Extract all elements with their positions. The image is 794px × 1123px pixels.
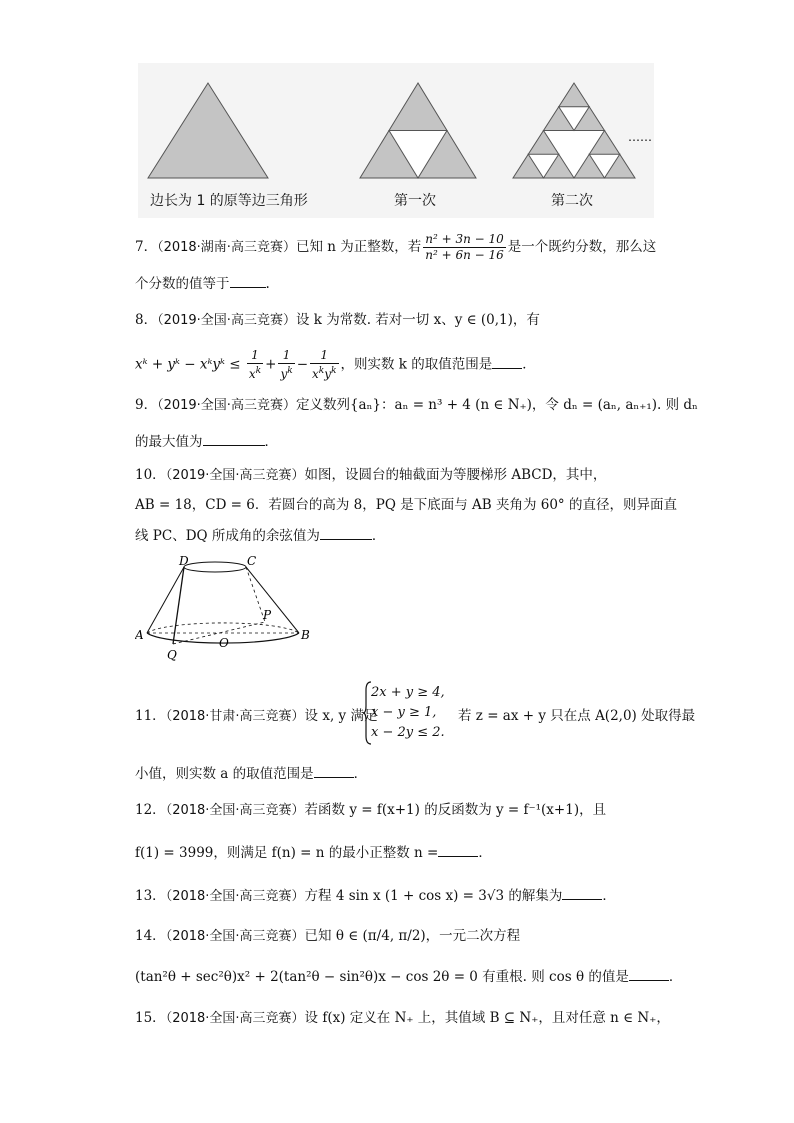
q9-number: 9． <box>135 397 158 413</box>
q7-fraction-numerator: n² + 3n − 10 <box>425 232 504 246</box>
q11-sys-2: x − y ≥ 1, <box>371 705 437 720</box>
segment-DQ <box>173 567 184 644</box>
q14-text-b: (tan²θ + sec²θ)x² + 2(tan²θ − sin²θ)x − cos 2θ = 0 有重根. 则 cos θ 的值是 <box>135 969 629 985</box>
label-A: A <box>135 628 144 642</box>
q12-period: ． <box>478 845 492 861</box>
frustum-side-left <box>147 567 184 633</box>
q10-source: （2019·全国·高三竞赛） <box>165 468 305 483</box>
q14-period: ． <box>668 969 683 985</box>
caption-second: 第二次 <box>551 193 593 209</box>
q11-sys-1: 2x + y ≥ 4, <box>371 685 445 700</box>
q13-period: ． <box>602 888 616 904</box>
q10-text-a: 如图，设圆台的轴截面为等腰梯形 ABCD，其中， <box>304 467 607 483</box>
question-11-line-2 <box>135 763 367 784</box>
label-D: D <box>179 555 189 568</box>
q15-source: （2018·全国·高三竞赛） <box>165 1011 305 1026</box>
frustum-figure <box>135 555 315 665</box>
frustum-bottom-back <box>147 623 299 633</box>
q12-source: （2018·全国·高三竞赛） <box>165 803 305 818</box>
q10-number: 10． <box>135 467 166 483</box>
question-11-line-1b <box>458 706 695 726</box>
q14-source: （2018·全国·高三竞赛） <box>165 929 305 944</box>
q10-period: ． <box>371 528 386 544</box>
q8-source: （2019·全国·高三竞赛） <box>157 313 296 328</box>
q10-text-b: AB = 18，CD = 6．若圆台的高为 8，PQ 是下底面与 AB 夹角为 60° 的直径，则异面直 <box>135 497 677 513</box>
q11-sys-3: x − 2y ≤ 2. <box>371 725 445 740</box>
q11-number: 11． <box>135 708 166 724</box>
q11-text-b: 若 z = ax + y 只在点 A(2,0) 处取得最 <box>458 708 696 724</box>
question-9-line-1 <box>135 395 698 416</box>
q13-number: 13． <box>135 888 166 904</box>
q7-text-b: 是一个既约分数，那么这 <box>507 239 657 255</box>
q11-answer-blank[interactable] <box>314 763 354 778</box>
label-P: P <box>263 608 272 622</box>
q10-answer-blank[interactable] <box>320 525 372 540</box>
q8-period: ． <box>522 356 536 373</box>
caption-ellipsis: …… <box>628 130 652 144</box>
q8-inequality: xᵏ + yᵏ − xᵏyᵏ ≤ <box>135 356 241 373</box>
q9-answer-blank[interactable] <box>203 431 265 446</box>
q9-period: ． <box>264 434 278 450</box>
q12-number: 12． <box>135 802 166 818</box>
q11-system <box>371 683 445 743</box>
q11-period: ． <box>353 766 368 782</box>
question-14-line-1 <box>135 926 520 947</box>
question-10-line-2 <box>135 495 677 515</box>
q12-text-a: 若函数 y = f(x+1) 的反函数为 y = f⁻¹(x+1)，且 <box>304 802 607 818</box>
q8-frac-1: $\frac{1}{x^k}$ <box>248 348 262 381</box>
question-10-line-3 <box>135 525 385 546</box>
question-12-line-2 <box>135 842 492 863</box>
question-15-line-1 <box>135 1008 670 1029</box>
q12-text-b: f(1) = 3999，则满足 f(n) = n 的最小正整数 n = <box>135 845 439 861</box>
caption-original: 边长为 1 的原等边三角形 <box>150 193 308 209</box>
q13-answer-blank[interactable] <box>562 885 602 900</box>
q8-text-a: 设 k 为常数. 若对一切 x、y ∈ (0,1)，有 <box>295 312 540 328</box>
question-13-line-1 <box>135 885 616 907</box>
q8-answer-blank[interactable] <box>492 354 522 369</box>
q12-answer-blank[interactable] <box>438 842 478 857</box>
q14-number: 14． <box>135 928 166 944</box>
frustum-side-right <box>246 567 299 633</box>
q7-answer-blank[interactable] <box>230 273 266 288</box>
caption-first: 第一次 <box>394 193 436 209</box>
q11-source: （2018·甘肃·高三竞赛） <box>165 709 305 724</box>
label-C: C <box>247 555 257 568</box>
question-8-line-1 <box>135 310 540 331</box>
question-12-line-1 <box>135 800 606 821</box>
q15-text-a: 设 f(x) 定义在 N₊ 上，其值域 B ⊆ N₊，且对任意 n ∈ N₊， <box>304 1010 670 1026</box>
q9-source: （2019·全国·高三竞赛） <box>157 398 296 413</box>
question-9-line-2 <box>135 431 278 452</box>
q13-text-a: 方程 4 sin x (1 + cos x) = 3√3 的解集为 <box>304 888 563 904</box>
q13-source: （2018·全国·高三竞赛） <box>165 889 305 904</box>
label-Q: Q <box>167 648 177 662</box>
question-11-line-1 <box>135 706 377 727</box>
q9-text-b: 的最大值为 <box>135 434 203 450</box>
q11-text-c: 小值，则实数 a 的取值范围是 <box>135 766 314 782</box>
question-14-line-2 <box>135 966 682 987</box>
frustum-top-ellipse <box>184 562 246 572</box>
q11-text-a: 设 x, y 满足 <box>304 708 378 724</box>
q7-fraction <box>423 232 506 263</box>
q8-text-b: ，则实数 k 的取值范围是 <box>340 356 493 373</box>
q7-text-a: 已知 n 为正整数，若 <box>295 239 422 255</box>
label-O: O <box>219 636 229 650</box>
q7-period: . <box>265 276 270 292</box>
q8-frac-2: $\frac{1}{y^k}$ <box>280 348 293 381</box>
q7-text-c: 个分数的值等于 <box>135 276 230 292</box>
question-7-line-2 <box>135 273 270 294</box>
q8-frac-3: $\frac{1}{x^ky^k}$ <box>312 348 337 381</box>
label-B: B <box>301 628 310 642</box>
original-triangle <box>148 83 268 178</box>
q10-text-c: 线 PC、DQ 所成角的余弦值为 <box>135 528 320 544</box>
q8-number: 8． <box>135 312 158 328</box>
q15-number: 15． <box>135 1010 166 1026</box>
q7-number: 7． <box>135 239 158 255</box>
q7-fraction-denominator: n² + 6n − 16 <box>425 248 504 262</box>
question-10-line-1 <box>135 465 606 486</box>
q9-text-a: 定义数列{aₙ}：aₙ = n³ + 4 (n ∈ N₊)，令 dₙ = (aₙ, aₙ₊₁). 则 dₙ <box>295 397 698 413</box>
q7-source: （2018·湖南·高三竞赛） <box>157 240 296 255</box>
question-8-line-2: xᵏ + yᵏ − xᵏyᵏ ≤ $\frac{1}{x^k}$ + $\frac{1}{y^k}$ − $\frac{1}{x^ky^k}$ ，则实数 k 的取值范围是 ． <box>135 348 536 381</box>
q14-text-a: 已知 θ ∈ (π/4, π/2)，一元二次方程 <box>304 928 521 944</box>
q14-answer-blank[interactable] <box>629 966 669 981</box>
question-7-line-1 <box>135 232 656 263</box>
